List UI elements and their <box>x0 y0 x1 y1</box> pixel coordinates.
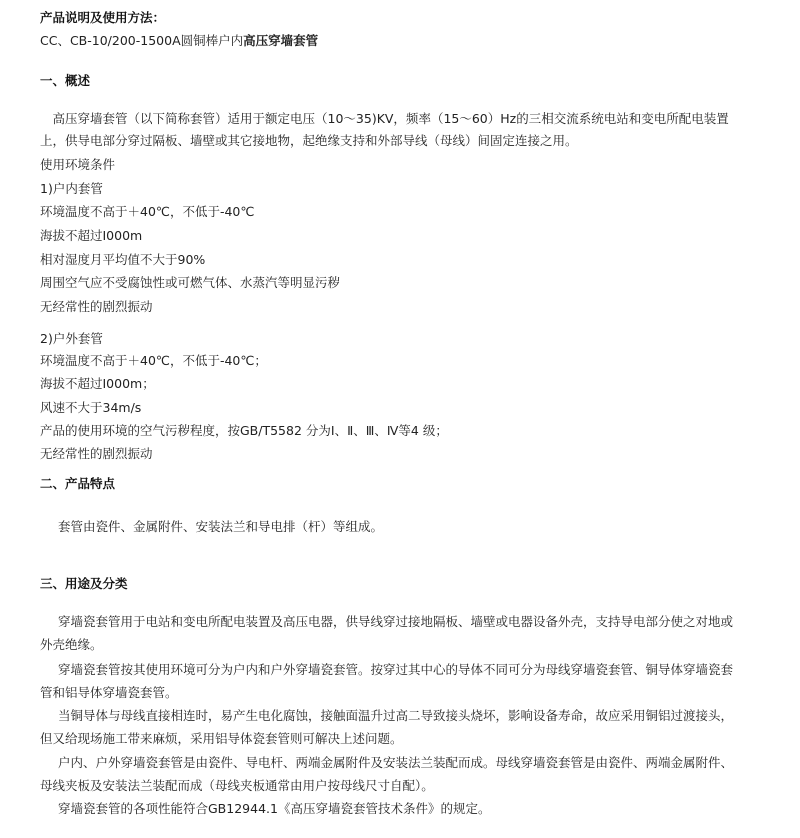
indoor-condition-item: 环境温度不高于＋40℃，不低于-40℃ <box>40 204 255 219</box>
usage-paragraph-line: 外壳绝缘。 <box>40 637 103 652</box>
section-heading-overview: 一、概述 <box>40 73 91 88</box>
features-text: 套管由瓷件、金属附件、安装法兰和导电排（杆）等组成。 <box>58 519 384 534</box>
usage-paragraph-line: 当铜导体与母线直接相连时，易产生电化腐蚀，接触面温升过高二导致接头烧坏，影响设备寿命，故应采用铜铝过渡接头， <box>58 708 734 723</box>
outdoor-condition-item: 产品的使用环境的空气污秽程度，按GB/T5582 分为Ⅰ、Ⅱ、Ⅲ、Ⅳ等4 级； <box>40 423 448 438</box>
indoor-condition-item: 无经常性的剧烈振动 <box>40 299 153 314</box>
overview-intro-line: 上，供导电部分穿过隔板、墙壁或其它接地物，起绝缘支持和外部导线（母线）间固定连接之用。 <box>40 133 578 148</box>
usage-paragraph-line: 穿墙瓷套管用于电站和变电所配电装置及高压电器，供导线穿过接地隔板、墙壁或电器设备外壳，支持导电部分使之对地或 <box>58 614 734 629</box>
usage-paragraph-line: 户内、户外穿墙瓷套管是由瓷件、导电杆、两端金属附件及安装法兰装配而成。母线穿墙瓷套管是由瓷件、两端金属附件、 <box>58 755 734 770</box>
usage-paragraph-line: 穿墙瓷套管的各项性能符合GB12944.1《高压穿墙瓷套管技术条件》的规定。 <box>58 801 491 816</box>
product-model: CC、CB-10/200-1500A圆铜棒户内 <box>40 33 244 48</box>
doc-title: 产品说明及使用方法： <box>40 10 166 25</box>
outdoor-title: 2)户外套管 <box>40 331 103 346</box>
section-heading-features: 二、产品特点 <box>40 476 116 491</box>
indoor-title: 1)户内套管 <box>40 181 103 196</box>
product-subtitle <box>40 33 318 49</box>
outdoor-condition-item: 风速不大于34m/s <box>40 400 142 415</box>
indoor-condition-item: 相对湿度月平均值不大于90% <box>40 252 206 267</box>
outdoor-condition-item: 无经常性的剧烈振动 <box>40 446 153 461</box>
indoor-condition-item: 周围空气应不受腐蚀性或可燃气体、水蒸汽等明显污秽 <box>40 275 341 290</box>
indoor-condition-item: 海拔不超过I000m <box>40 228 143 243</box>
usage-paragraph-line: 母线夹板及安装法兰装配而成（母线夹板通常由用户按母线尺寸自配）。 <box>40 778 434 793</box>
usage-paragraph-line: 管和铝导体穿墙瓷套管。 <box>40 685 178 700</box>
env-conditions-title: 使用环境条件 <box>40 157 116 172</box>
overview-intro-line: 高压穿墙套管（以下简称套管）适用于额定电压（10～35)KV，频率（15～60）Hz的三相交流系统电站和变电所配电装置 <box>40 111 729 126</box>
outdoor-condition-item: 海拔不超过I000m； <box>40 376 155 391</box>
product-name: 高压穿墙套管 <box>243 33 319 48</box>
usage-paragraph-line: 但又给现场施工带来麻烦，采用铝导体瓷套管则可解决上述问题。 <box>40 731 403 746</box>
section-heading-usage: 三、用途及分类 <box>40 576 128 591</box>
usage-paragraph-line: 穿墙瓷套管按其使用环境可分为户内和户外穿墙瓷套管。按穿过其中心的导体不同可分为母线穿墙瓷套管、铜导体穿墙瓷套 <box>58 662 734 677</box>
outdoor-condition-item: 环境温度不高于＋40℃，不低于-40℃； <box>40 353 267 368</box>
